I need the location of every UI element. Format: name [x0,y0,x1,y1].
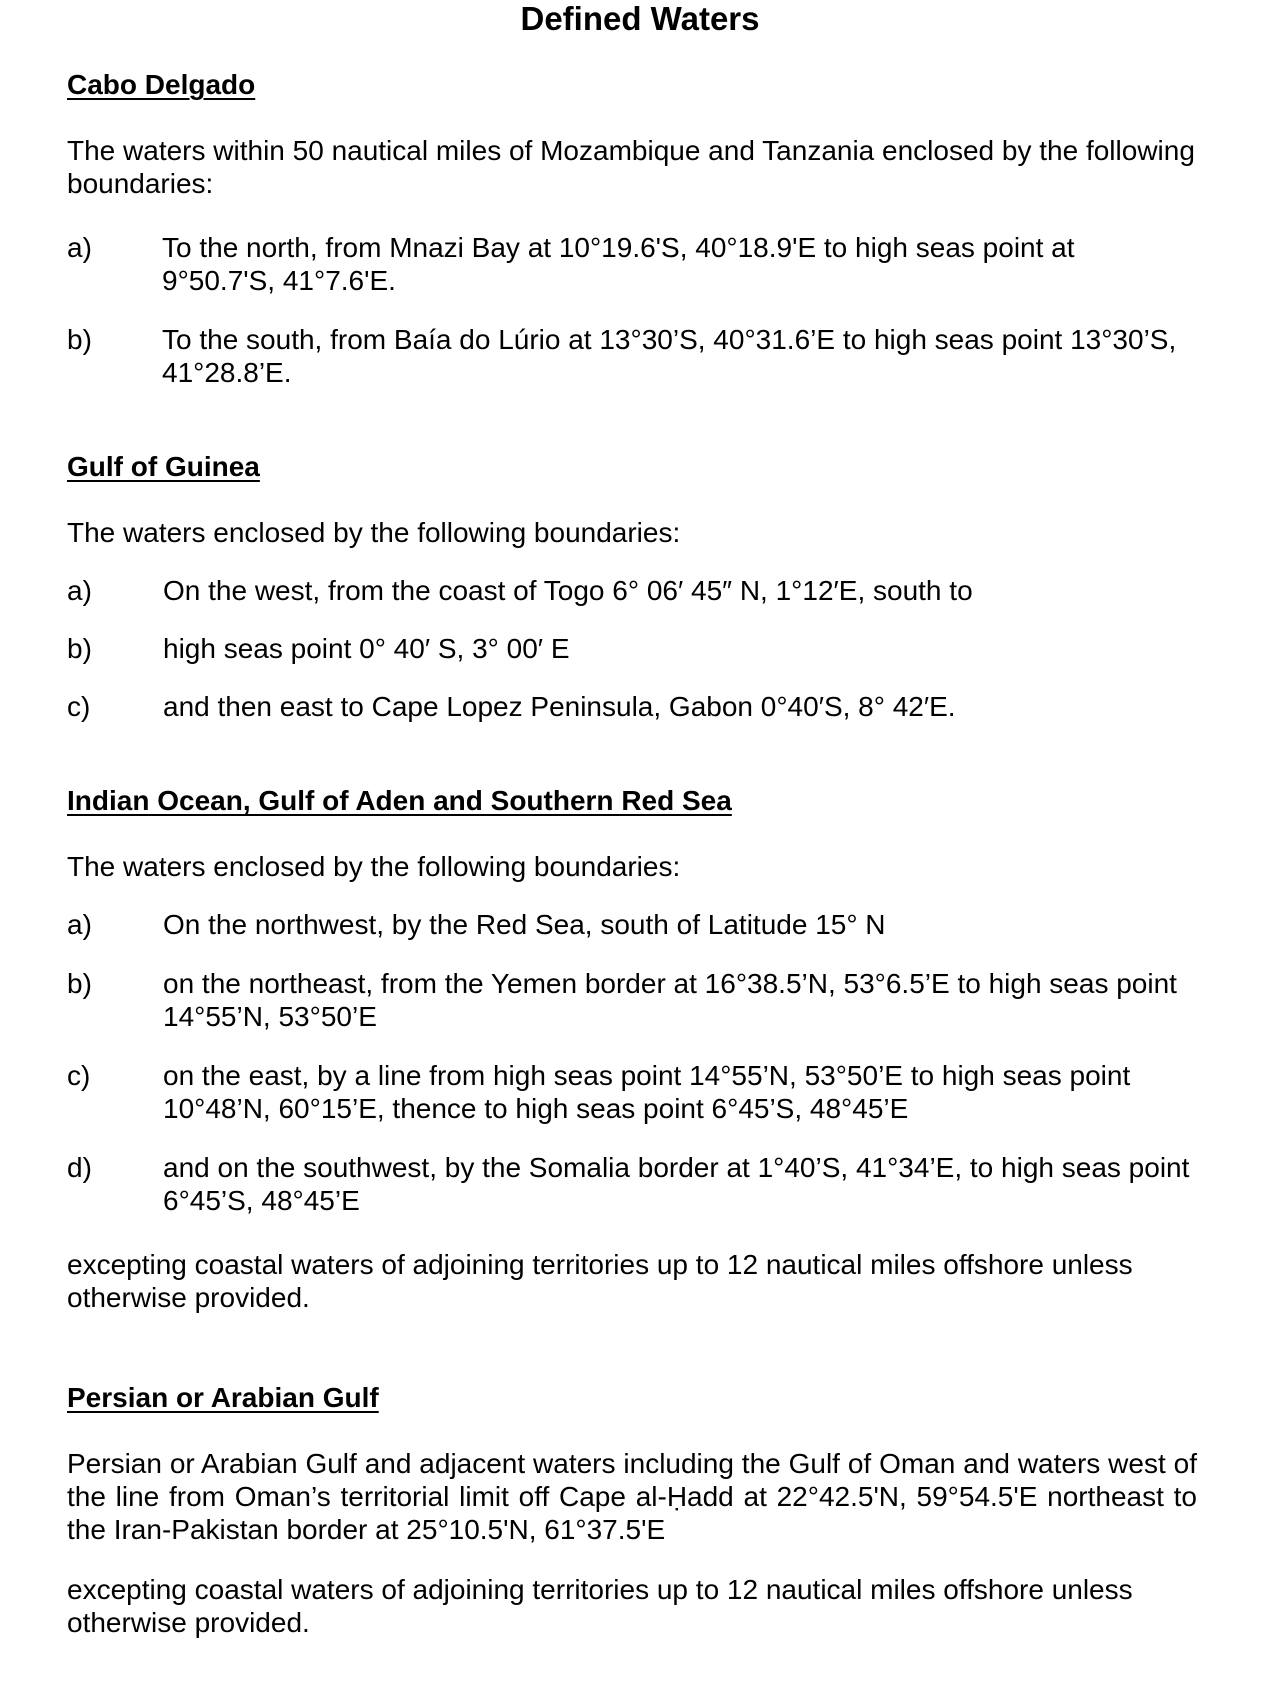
list-item-marker: c) [67,1060,91,1091]
document-title: Defined Waters [520,0,760,37]
section-heading-persian-gulf: Persian or Arabian Gulf [67,1382,379,1413]
list-item-text: On the west, from the coast of Togo 6° 06′ 45″ N, 1°12′E, south to [163,575,973,606]
section-intro-indian-ocean: The waters enclosed by the following boundaries: [67,851,681,882]
list-item-text: To the south, from Baía do Lúrio at 13°30’S, 40°31.6’E to high seas point 13°30’S, 41°28.8’E. [162,324,1177,388]
list-item-marker: c) [67,691,91,722]
list-item-text: On the northwest, by the Red Sea, south of Latitude 15° N [163,909,886,940]
list-item-text: on the east, by a line from high seas point 14°55’N, 53°50’E to high seas point 10°48’N, 60°15’E, thence to high seas point 6°45’S, 48°45’E [163,1060,1131,1124]
list-item-text: and on the southwest, by the Somalia border at 1°40’S, 41°34’E, to high seas point 6°45’S, 48°45’E [163,1152,1190,1216]
list-item-marker: a) [67,909,92,940]
list-item-text: and then east to Cape Lopez Peninsula, Gabon 0°40′S, 8° 42′E. [163,691,956,722]
section-heading-gulf-of-guinea: Gulf of Guinea [67,451,260,482]
list-item-text: on the northeast, from the Yemen border at 16°38.5’N, 53°6.5’E to high seas point 14°55’N, 53°50’E [163,968,1177,1032]
section-closing-persian-gulf: excepting coastal waters of adjoining territories up to 12 nautical miles offshore unless otherwise provided. [67,1574,1133,1638]
list-item-text: To the north, from Mnazi Bay at 10°19.6'S, 40°18.9'E to high seas point at 9°50.7'S, 41°7.6'E. [162,232,1075,296]
list-item-marker: d) [67,1152,92,1183]
section-intro-persian-gulf: Persian or Arabian Gulf and adjacent waters including the Gulf of Oman and waters west of the line from Oman’s territorial limit off Cape al-Ḥadd at 22°42.5'N, 59°54.5'E northeast to the Iran-Pakistan border at 25°10.5'N, 61°37.5'E [67,1448,1197,1545]
section-closing-indian-ocean: excepting coastal waters of adjoining territories up to 12 nautical miles offshore unless otherwise provided. [67,1249,1133,1313]
list-item-marker: a) [67,232,92,263]
section-heading-cabo-delgado: Cabo Delgado [67,69,256,100]
list-item-marker: b) [67,324,92,355]
section-intro-cabo-delgado: The waters within 50 nautical miles of Mozambique and Tanzania enclosed by the following boundaries: [67,135,1195,199]
list-item-marker: a) [67,575,92,606]
section-intro-gulf-of-guinea: The waters enclosed by the following boundaries: [67,517,681,548]
list-item-marker: b) [67,633,92,664]
list-item-text: high seas point 0° 40′ S, 3° 00′ E [163,633,570,664]
list-item-marker: b) [67,968,92,999]
section-heading-indian-ocean: Indian Ocean, Gulf of Aden and Southern Red Sea [67,785,732,816]
